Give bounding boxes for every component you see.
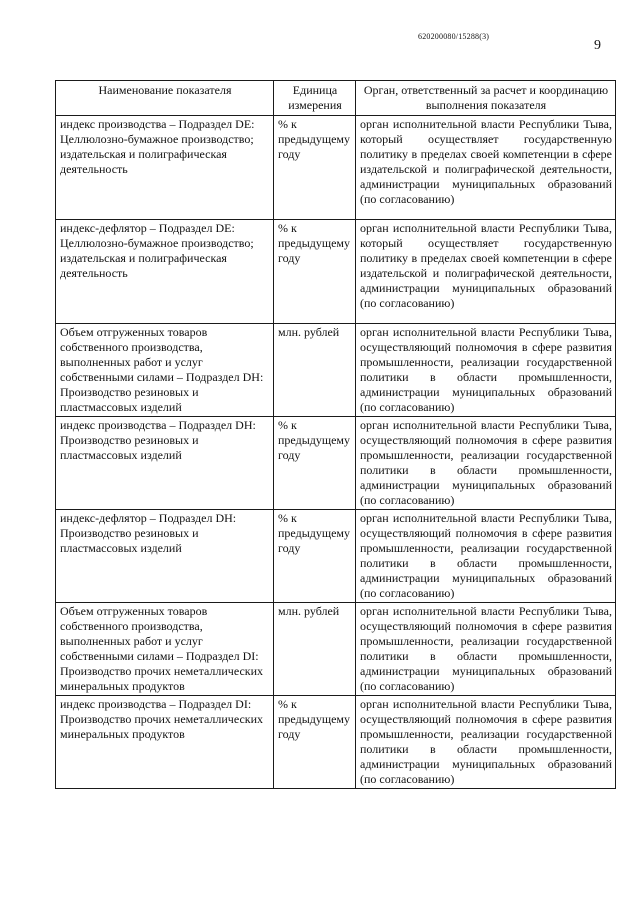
responsible-org-cell: орган исполнительной власти Республики Тыва, осуществляющий полномочия в сфере развития промышленности, реализации государственной политики в области промышленности, администрации муниципальных образований (по согласованию)	[356, 696, 616, 789]
column-header-name: Наименование показателя	[56, 81, 274, 116]
indicator-name-cell: индекс производства – Подраздел DH: Производство резиновых и пластмассовых изделий	[56, 417, 274, 510]
table-header	[56, 81, 616, 116]
responsible-org-cell: орган исполнительной власти Республики Тыва, осуществляющий полномочия в сфере развития промышленности, реализации государственной политики в области промышленности, администрации муниципальных образований (по согласованию)	[356, 324, 616, 417]
unit-cell: % к предыдущему году	[274, 116, 356, 220]
responsible-org-cell: орган исполнительной власти Республики Тыва, осуществляющий полномочия в сфере развития промышленности, реализации государственной политики в области промышленности, администрации муниципальных образований (по согласованию)	[356, 603, 616, 696]
table-row	[56, 417, 616, 510]
page-number: 9	[594, 38, 601, 53]
indicators-table	[55, 80, 616, 789]
column-header-org: Орган, ответственный за расчет и координацию выполнения показателя	[356, 81, 616, 116]
document-id: 620200080/15288(3)	[418, 32, 490, 41]
table-row	[56, 116, 616, 220]
responsible-org-cell: орган исполнительной власти Республики Тыва, который осуществляет государственную политику в пределах своей компетенции в сфере издательской и полиграфической деятельности, администрации муниципальных образований (по согласованию)	[356, 220, 616, 324]
header-row	[56, 81, 616, 116]
indicator-name-cell: Объем отгруженных товаров собственного производства, выполненных работ и услуг собственными силами – Подраздел DH: Производство резиновых и пластмассовых изделий	[56, 324, 274, 417]
responsible-org-cell: орган исполнительной власти Республики Тыва, осуществляющий полномочия в сфере развития промышленности, реализации государственной политики в области промышленности, администрации муниципальных образований (по согласованию)	[356, 510, 616, 603]
indicator-name-cell: индекс-дефлятор – Подраздел DE: Целлюлозно-бумажное производство; издательская и полиграфическая деятельность	[56, 220, 274, 324]
unit-cell: % к предыдущему году	[274, 220, 356, 324]
unit-cell: % к предыдущему году	[274, 510, 356, 603]
unit-cell: млн. рублей	[274, 603, 356, 696]
unit-cell: % к предыдущему году	[274, 417, 356, 510]
table-row	[56, 510, 616, 603]
table-row	[56, 603, 616, 696]
column-header-unit: Единица измерения	[274, 81, 356, 116]
table-row	[56, 696, 616, 789]
table-row	[56, 220, 616, 324]
indicator-name-cell: Объем отгруженных товаров собственного производства, выполненных работ и услуг собственными силами – Подраздел DI: Производство прочих неметаллических минеральных продуктов	[56, 603, 274, 696]
unit-cell: млн. рублей	[274, 324, 356, 417]
unit-cell: % к предыдущему году	[274, 696, 356, 789]
indicator-name-cell: индекс-дефлятор – Подраздел DH: Производство резиновых и пластмассовых изделий	[56, 510, 274, 603]
responsible-org-cell: орган исполнительной власти Республики Тыва, осуществляющий полномочия в сфере развития промышленности, реализации государственной политики в области промышленности, администрации муниципальных образований (по согласованию)	[356, 417, 616, 510]
indicator-name-cell: индекс производства – Подраздел DI: Производство прочих неметаллических минеральных продуктов	[56, 696, 274, 789]
responsible-org-cell: орган исполнительной власти Республики Тыва, который осуществляет государственную политику в пределах своей компетенции в сфере издательской и полиграфической деятельности, администрации муниципальных образований (по согласованию)	[356, 116, 616, 220]
table-row	[56, 324, 616, 417]
table-body	[56, 116, 616, 789]
indicator-name-cell: индекс производства – Подраздел DE: Целлюлозно-бумажное производство; издательская и полиграфическая деятельность	[56, 116, 274, 220]
